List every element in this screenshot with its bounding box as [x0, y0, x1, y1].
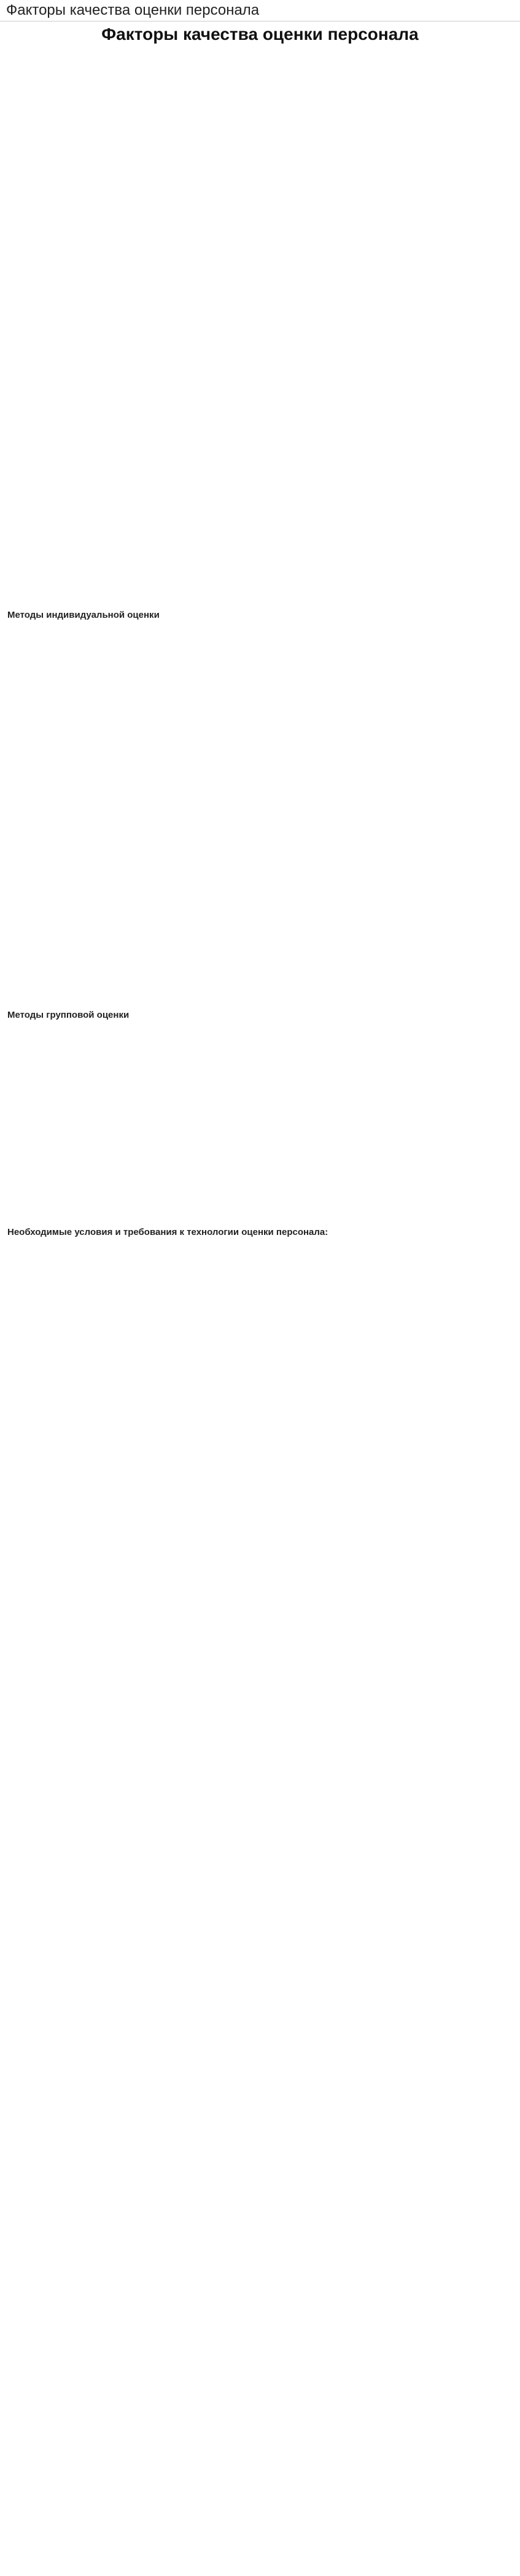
- method-item: [7, 1025, 513, 1223]
- conclusion-bullet: [7, 2135, 513, 2184]
- conclusion-paragraph: [7, 1981, 513, 2016]
- criteria-item: [7, 569, 513, 586]
- purpose-item: [7, 167, 513, 213]
- method-item: [7, 817, 513, 1006]
- section-heading: Методы групповой оценки: [7, 1010, 130, 1020]
- purpose-item: [7, 213, 513, 248]
- criteria-item: [7, 586, 513, 606]
- page-title: Факторы качества оценки персонала: [101, 25, 419, 44]
- condition-item: [7, 1548, 513, 1618]
- purpose-item: [7, 359, 513, 377]
- purpose-item: [7, 377, 513, 394]
- purpose-item: [7, 339, 513, 359]
- condition-item: [7, 1393, 513, 1431]
- condition-item: [7, 1707, 513, 1827]
- condition-item: [7, 1353, 513, 1393]
- purpose-item: [7, 302, 513, 339]
- criteria-item: [7, 551, 513, 569]
- intro-paragraph: [7, 100, 513, 139]
- document: [0, 21, 520, 2184]
- method-item: [7, 625, 513, 817]
- stage-item: [7, 485, 513, 503]
- section-heading: Методы индивидуальной оценки: [7, 610, 160, 620]
- conclusion-bullet: [7, 2016, 513, 2065]
- stage-item: [7, 450, 513, 467]
- stage-item: [7, 467, 513, 485]
- condition-item: [7, 1618, 513, 1707]
- conclusion-bullet: [7, 2065, 513, 2100]
- criteria-intro: [7, 503, 513, 551]
- purpose-item: [7, 394, 513, 412]
- section-heading: Необходимые условия и требования к технологии оценки персонала:: [7, 1227, 328, 1237]
- stage-item: [7, 432, 513, 450]
- condition-item: [7, 1827, 513, 1981]
- tab-title: Факторы качества оценки персонала: [0, 0, 520, 21]
- condition-item: [7, 1290, 513, 1321]
- intro-paragraph: [7, 139, 513, 167]
- conclusion-bullet: [7, 2100, 513, 2135]
- intro-paragraph: [7, 47, 513, 100]
- purpose-item: [7, 248, 513, 302]
- condition-item: [7, 1258, 513, 1290]
- condition-item: [7, 1242, 513, 1258]
- stages-intro: [7, 412, 513, 432]
- condition-item: [7, 1321, 513, 1353]
- condition-item: [7, 1463, 513, 1548]
- condition-item: [7, 1431, 513, 1463]
